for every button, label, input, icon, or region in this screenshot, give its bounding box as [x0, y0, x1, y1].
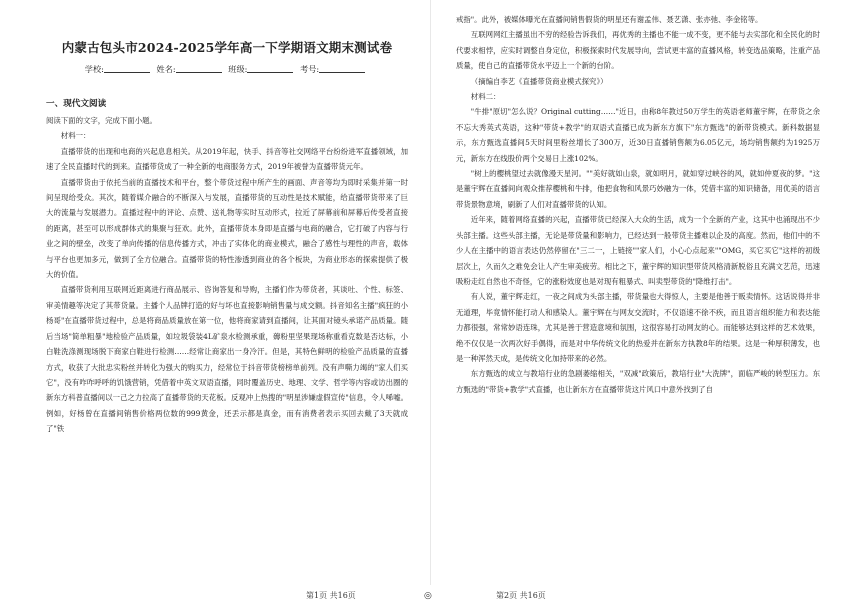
binding-mark-icon: ◎	[424, 591, 432, 601]
right-paragraph-5: 近年来，随着网络直播的兴起，直播带货已经深入大众的生活，成为一个全新的产业，这其中也涌现出不少头部主播。这些头部主播，无论是带货量和影响力，已经达到一般带货主播难以企及的高度。然而，他们中的不少人在主播中的语言表达仍然停留在"三二一，上链接""家人们，小心心点起来""OMG，买它买它"这样的初级层次上，久而久之难免会让人产生审美疲劳。相比之下，董宇辉的知识型带货风格清新脱俗且充满文艺范，迅速吸粉走红自然也不奇怪，它的涨粉效度也是对现有粗暴式、叫卖型带货的"降维打击"。	[456, 215, 820, 286]
right-page	[430, 0, 860, 607]
right-paragraph-4: "树上的樱桃望过去就像漫天星河。""美好就如山泉，就如明月，就如穿过峡谷的风，就如仲夏夜的梦。"这是董宇辉在直播间向观众推荐樱桃和牛排，他把食物和风景巧妙融为一体，凭借丰富的知识储备，用优美的语言带货景物意境，刷新了人们对直播带货的认知。	[456, 169, 820, 209]
student-info-line	[46, 64, 408, 75]
material-2-label: 材料二：	[470, 92, 501, 102]
page-title: 内蒙古包头市2024-2025学年高一下学期语文期末测试卷	[61, 40, 393, 55]
section-heading: 一、现代文阅读	[46, 99, 107, 109]
source-citation: （摘编自李艺《直播带货商业模式探究》）	[470, 76, 608, 86]
exam-number-label: 考号:	[300, 64, 320, 74]
right-paragraph-3: "牛排"原切"怎么说？Original cutting……"近日，由称8年教过50万学生的英语老师董宇辉，在带货之余不忘大秀英式英语，这种"带货+教学"的双语式直播已成为新东方旗下"东方甄选"的新带货模式。新科数据显示，东方甄选直播间5天时间里粉丝增长了300万，近30日直播销售额为6.05亿元，场均销售额约为1925万元，新东方在线股价两个交易日上涨102%。	[456, 107, 820, 163]
left-paragraph-1: 直播带货的出现和电商的兴起息息相关。从2019年起，快手、抖音等社交网络平台纷纷进军直播领域，加速了全民直播时代的到来。直播带货成了一种全新的电商服务方式，2019年被誉为直播带货元年。	[46, 146, 408, 172]
class-label: 班级:	[228, 64, 248, 74]
page-number-left: 第1页 共16页	[306, 591, 356, 600]
right-paragraph-2: 互联网网红主播虽出不穷的经验告诉我们，再优秀的主播也不能一成不变，更不能与去实部化和全民化的时代要求相悖，应实时调整自身定位，积极探索时代发展导向，尝试更丰富的直播风格，转变选品策略，注重产品质量，使自己的直播带货水平迈上一个新的台阶。	[456, 30, 820, 71]
instruction: 阅读下面的文字，完成下面小题。	[46, 116, 157, 125]
right-paragraph-6: 有人说，董宇辉走红，一夜之间成为头部主播，带货量也大得惊人，主要是他善于贩卖情怀。这话说得并非无道理，毕竟情怀能打动人和感染人。董宇辉在与网友交流时，不仅语速不徐不疾，而且语言组织能力和表达能力都很强，常常妙语连珠，尤其是善于营造意境和氛围，这很容易打动网友的心。而能够达到这样的艺术效果，绝不仅仅是一次两次好手偶得，而是对中华传统文化的热爱并在新东方执教8年的结果。这是一种厚积薄发，也是一种浑然天成，是传统文化加持带来的必然。	[456, 292, 820, 363]
left-paragraph-3: 直播带货利用互联网近距离进行商品展示、咨询答复和导购，主播们作为带货者，其谈吐、个性、标签、审美情趣等决定了其带货量。主播个人品牌打造的好与坏也直接影响销售量与成交额。抖音知名主播"疯狂的小杨哥"在直播带货过程中，总是将商品质量放在第一位，他将商家请到直播间，让其面对镜头承诺产品质量。随后当场"简单粗暴"地检验产品质量，如垃圾袋装4L矿泉水检测承重，薅粉里坚果现场称重看克数是否达标，小白鞋洗涤测现场脱下商家白鞋进行检测……经常让商家出一身冷汗。但是，其特色鲜明的检验产品质量的直播方式，收获了大批忠实粉丝并转化为强大的购买力，经常位于抖音带货榜榜单前列。没有声嘶力竭的"家人们买它"，没有咋咋呼呼的饥饿营销，凭借着中英文双语直播，同时覆盖历史、地理、文学、哲学等内容或访出圈的新东方科普直播间以一己之力拉高了直播带货的天花板。反观冲上热搜的"明星涉嫌虚假宣传"信息，令人唏嘘。例如，好杨曾在直播间销售价格两位数的999黄金，还丢示都是真金，而有消费者表示买回去戴了3天就成了"铁	[46, 285, 408, 434]
left-paragraph-2: 直播带货由于依托当前的直播技术和平台，整个带货过程中所产生的画面、声音等均为即时采集并第一时间呈现给受众。其次，随着媒介融合的不断深入与发展，直播带货的互动性是技术赋能，给直播带货带来了巨大的流量与发展潜力。直播过程中的评论、点赞、送礼物等实时互动形式，拉近了屏幕前和屏幕后传受者直接的距离，甚至可以形成群体式的集聚与狂欢。此外，直播带货本身即是直播与电商的融合，它打破了内容与行业之间的壁垒，改变了单向传播的信息传播方式，冲击了实体化的商业模式，融合了感性与理性的声音，载体与平台也更加多元，做到了全方位融合。直播带货的特性渗透到商业的各个板块，为商业形态的探索提供了极大的价值。	[46, 177, 408, 280]
name-blank	[176, 64, 222, 73]
material-1-label: 材料一：	[60, 131, 91, 141]
school-label: 学校:	[84, 64, 104, 74]
name-label: 姓名:	[156, 64, 176, 74]
right-paragraph-7: 东方甄选的成立与教培行业的急剧萎缩相关，"双减"政策后，教培行业"大洗牌"，面临严峻的转型压力。东方甄选的"带货+教学"式直播，也让新东方在直播带货这片风口中意外找到了自	[456, 369, 820, 394]
right-paragraph-1: 戒指"。此外，被媒体曝光在直播间销售假货的明星还有谢孟伟、聂艺潇、张亦弛、李金铭等。	[456, 15, 763, 24]
page-number-right: 第2页 共16页	[496, 591, 546, 600]
school-blank	[104, 64, 150, 73]
class-blank	[247, 64, 293, 73]
exam-number-blank	[319, 64, 365, 73]
